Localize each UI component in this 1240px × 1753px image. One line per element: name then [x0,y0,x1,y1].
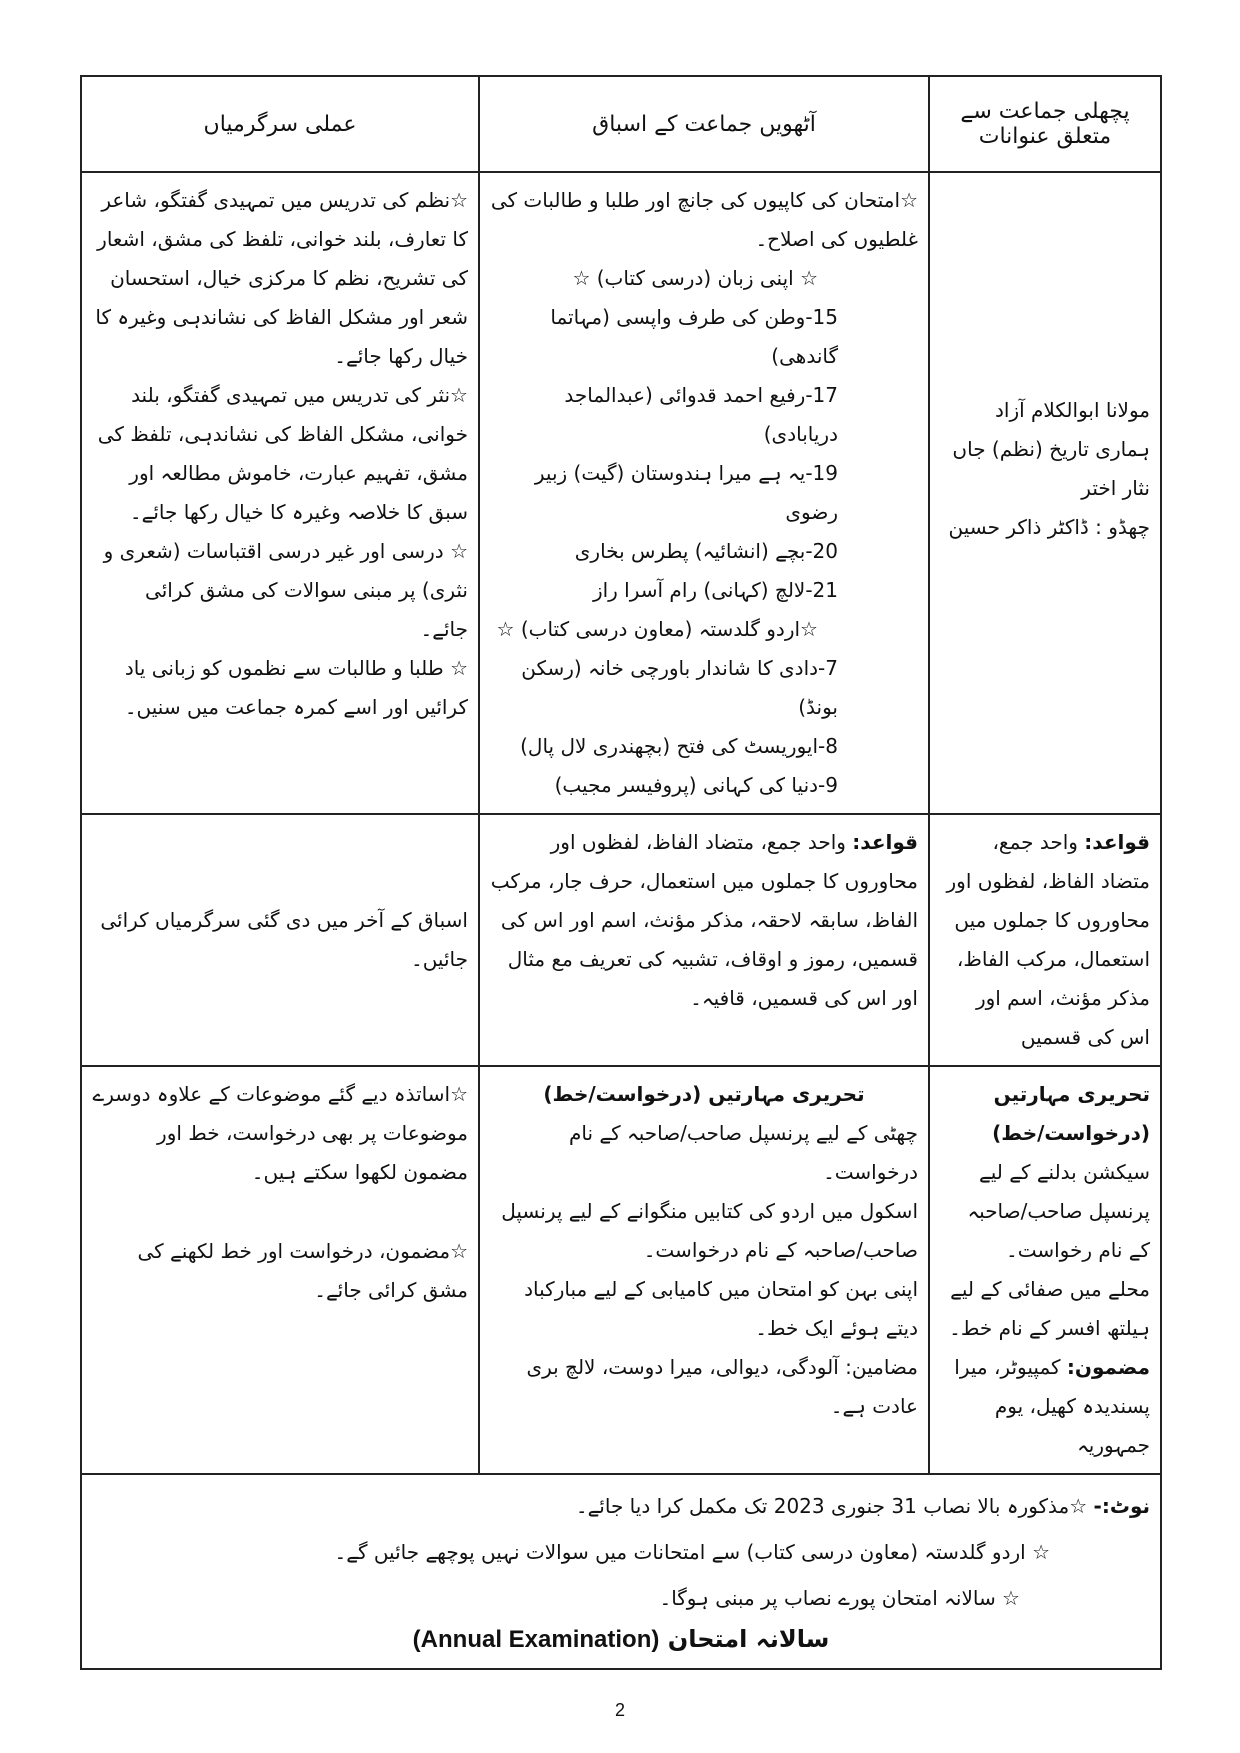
previous-topics-cell [929,172,1161,814]
grammar-row [81,814,1161,1066]
writing-item: چھٹی کے لیے پرنسپل صاحب/صاحبہ کے نام درخواست۔ [568,1121,918,1184]
lesson-item: 15-وطن کی طرف واپسی (مہاتما گاندھی) [550,305,838,368]
page-number: 2 [614,1700,625,1720]
note-line: ☆ سالانہ امتحان پورے نصاب پر مبنی ہوگا۔ [659,1586,1020,1610]
header-grade8-lessons: آٹھویں جماعت کے اسباق [479,76,929,172]
activity-item: ☆ درسی اور غیر درسی اقتباسات (شعری و نثری) پر مبنی سوالات کی مشق کرائی جائے۔ [103,539,468,641]
activities-cell [81,172,479,814]
essay-topics: کمپیوٹر، میرا پسندیدہ کھیل، یوم جمہوریہ [954,1355,1150,1457]
activity-item: ☆نثر کی تدریس میں تمہیدی گفتگو، بلند خوانی، مشکل الفاظ کی نشاندہی، تلفظ کی مشق، تفہیم عبارت، خاموش مطالعہ اور سبق کا خلاصہ وغیرہ کا خیال رکھا جائے۔ [97,383,468,524]
essay-topics: آلودگی، دیوالی، میرا دوست، لالچ بری عادت ہے۔ [526,1355,918,1418]
lesson-item: 20-بچے (انشائیہ) پطرس بخاری [574,539,838,563]
annual-exam-urdu: سالانہ امتحان [667,1625,830,1653]
writing-item: اپنی بہن کو امتحان میں کامیابی کے لیے مبارکباد دیتے ہوئے ایک خط۔ [524,1277,918,1340]
lesson-item: ☆امتحان کی کاپیوں کی جانچ اور طلبا و طالبات کی غلطیوں کی اصلاح۔ [490,188,918,251]
previous-writing-cell [929,1066,1161,1474]
note-cell [81,1474,1161,1669]
lesson-item: 19-یہ ہے میرا ہندوستان (گیت) زبیر رضوی [534,461,838,524]
previous-topic: ہماری تاریخ (نظم) جاں نثار اختر [952,437,1150,500]
note-line: ☆ اردو گلدستہ (معاون درسی کتاب) سے امتحانات میں سوالات نہیں پوچھے جائیں گے۔ [334,1540,1050,1564]
grammar-text: واحد جمع، متضاد الفاظ، لفظوں اور محاوروں کا جملوں میں استعمال، حرف جار، مرکب الفاظ، سابقہ لاحقہ، مذکر مؤنث، اسم اور اس کی قسمیں، رموز و اوقاف، تشبیہ کی تعریف مع مثال اور اس کی قسمیں، قافیہ۔ [490,830,918,1010]
activities-writing-cell [81,1066,479,1474]
previous-topic: چھڈو : ڈاکٹر ذاکر حسین [948,515,1150,539]
note-label: نوٹ:- [1093,1494,1150,1518]
header-previous-topics: پچھلی جماعت سے متعلق عنوانات [929,76,1161,172]
book-heading: ☆اردو گلدستہ (معاون درسی کتاب) ☆ [496,617,818,641]
writing-item: سیکشن بدلنے کے لیے پرنسپل صاحب/صاحبہ کے نام رخواست۔ [967,1160,1150,1262]
writing-item: اسکول میں اردو کی کتابیں منگوانے کے لیے پرنسپل صاحب/صاحبہ کے نام درخواست۔ [501,1199,918,1262]
writing-title: تحریری مہارتیں (درخواست/خط) [992,1082,1150,1145]
lesson-item: 17-رفیع احمد قدوائی (عبدالماجد دریابادی) [564,383,838,446]
activity-item: ☆نظم کی تدریس میں تمہیدی گفتگو، شاعر کا تعارف، بلند خوانی، تلفظ کی مشق، اشعار کی تشریح، نظم کا مرکزی خیال، استحسان شعر اور مشکل الفاظ کی نشاندہی وغیرہ کا خیال رکھا جائے۔ [95,188,468,368]
book-heading: ☆ اپنی زبان (درسی کتاب) ☆ [572,266,818,290]
essay-label: مضمون: [1066,1355,1150,1379]
lesson-item: 7-دادی کا شاندار باورچی خانہ (رسکن بونڈ) [521,656,838,719]
annual-exam-english: (Annual Examination) [412,1626,660,1653]
syllabus-table [80,75,1162,1670]
writing-title: تحریری مہارتیں (درخواست/خط) [543,1082,865,1106]
activities-grammar-cell [81,814,479,1066]
note-row [81,1474,1161,1669]
lesson-item: 8-ایوریسٹ کی فتح (بچھندری لال پال) [520,734,838,758]
grammar-text: واحد جمع، متضاد الفاظ، لفظوں اور محاوروں کا جملوں میں استعمال، مرکب الفاظ، مذکر مؤنث، اسم اور اس کی قسمیں [946,830,1150,1049]
grammar-label: قواعد: [852,830,918,854]
essay-label: مضامین: [845,1355,918,1379]
note-line: ☆مذکورہ بالا نصاب 31 جنوری 2023 تک مکمل کرا دیا جائے۔ [575,1494,1088,1518]
activity-item: ☆مضمون، درخواست اور خط لکھنے کی مشق کرائی جائے۔ [137,1239,468,1302]
previous-topic: مولانا ابوالکلام آزاد [995,398,1150,422]
header-row [81,76,1161,172]
writing-row [81,1066,1161,1474]
grammar-label: قواعد: [1084,830,1150,854]
activity-item: ☆اساتذہ دیے گئے موضوعات کے علاوہ دوسرے موضوعات پر بھی درخواست، خط اور مضمون لکھوا سکتے ہیں۔ [92,1082,468,1184]
activity-item: ☆ طلبا و طالبات سے نظموں کو زبانی یاد کرائیں اور اسے کمرہ جماعت میں سنیں۔ [124,656,468,719]
lessons-grammar-cell [479,814,929,1066]
writing-item: محلے میں صفائی کے لیے ہیلتھ افسر کے نام خط۔ [949,1277,1150,1340]
syllabus-page [80,75,1160,1670]
lessons-writing-cell [479,1066,929,1474]
lessons-row [81,172,1161,814]
annual-exam-heading [92,1625,1150,1654]
previous-grammar-cell [929,814,1161,1066]
lesson-item: 21-لالچ (کہانی) رام آسرا راز [592,578,838,602]
lesson-item: 9-دنیا کی کہانی (پروفیسر مجیب) [554,773,838,797]
lessons-cell [479,172,929,814]
grammar-activity: اسباق کے آخر میں دی گئی سرگرمیاں کرائی جائیں۔ [100,908,468,971]
header-activities: عملی سرگرمیاں [81,76,479,172]
